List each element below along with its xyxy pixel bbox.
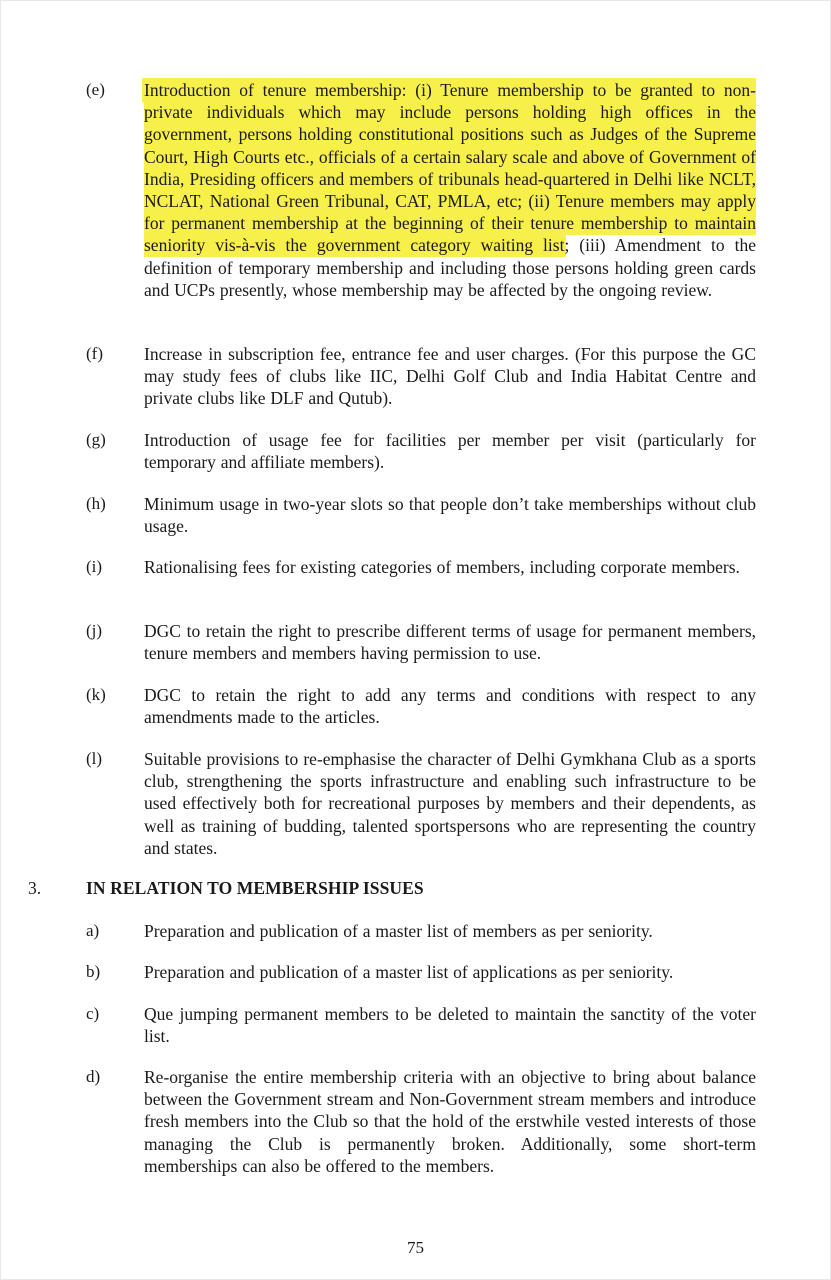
section-heading: IN RELATION TO MEMBERSHIP ISSUES [86, 878, 424, 898]
item-marker: (j) [86, 621, 103, 640]
list-item-c [86, 1003, 756, 1047]
list-item-d [86, 1066, 756, 1177]
highlighted-text: Introduction of tenure membership: (i) Tenure membership to be granted to non-private individuals which may include persons holding high offices in the government, persons holding constitutional positions such as Judges of the Supreme Court, High Courts etc., officials of a certain salary scale and above of Government of India, Presiding officers and members of tribunals head-quartered in Delhi like NCLT, NCLAT, National Green Tribunal, CAT, PMLA, etc; (ii) Tenure members may apply for permanent membership at the beginning of their tenure membership to maintain seniority vis-à-vis the government category waiting list [144, 80, 756, 256]
list-item-i [86, 556, 756, 578]
list-item-g [86, 429, 756, 473]
item-marker: (i) [86, 557, 103, 576]
list-item-a [86, 920, 756, 942]
item-text: Rationalising fees for existing categories of members, including corporate members. [144, 557, 740, 577]
item-marker: d) [86, 1067, 101, 1086]
item-text: Que jumping permanent members to be deleted to maintain the sanctity of the voter list. [144, 1004, 756, 1047]
item-text: Introduction of usage fee for facilities per member per visit (particularly for temporary and affiliate members). [144, 430, 756, 473]
section-number: 3. [28, 878, 42, 898]
item-text: DGC to retain the right to prescribe different terms of usage for permanent members, tenure members and members having permission to use. [144, 621, 756, 664]
item-marker: b) [86, 962, 101, 981]
item-text: Re-organise the entire membership criteria with an objective to bring about balance between the Government stream and Non-Government stream members and introduce fresh members into the Club so that the hold of the erstwhile vested interests of those managing the Club is permanently broken. Additionally, some short-term memberships can also be offered to the members. [144, 1067, 756, 1176]
item-marker: (h) [86, 494, 106, 513]
item-marker: (k) [86, 685, 106, 704]
item-text: Suitable provisions to re-emphasise the character of Delhi Gymkhana Club as a sports club, strengthening the sports infrastructure and enabling such infrastructure to be used effectively both for recreational purposes by members and their dependents, as well as training of budding, talented sportspersons who are representing the country and states. [144, 749, 756, 858]
list-item-h [86, 493, 756, 537]
list-item-b [86, 961, 756, 983]
list-item-l [86, 748, 756, 859]
item-marker: (f) [86, 344, 103, 363]
item-text: Preparation and publication of a master list of members as per seniority. [144, 921, 653, 941]
item-marker: (g) [86, 430, 106, 449]
item-marker: (e) [86, 80, 105, 99]
item-text: Minimum usage in two-year slots so that people don’t take memberships without club usage. [144, 494, 756, 537]
item-text: DGC to retain the right to add any terms and conditions with respect to any amendments made to the articles. [144, 685, 756, 728]
item-marker: (l) [86, 749, 103, 768]
page-number: 75 [407, 1238, 424, 1257]
list-item-f [86, 343, 756, 410]
item-marker: c) [86, 1004, 100, 1023]
list-item-k [86, 684, 756, 728]
list-item-e [86, 79, 756, 301]
item-marker: a) [86, 921, 100, 940]
list-item-j [86, 620, 756, 664]
item-text: Increase in subscription fee, entrance fee and user charges. (For this purpose the GC may study fees of clubs like IIC, Delhi Golf Club and India Habitat Centre and private clubs like DLF and Qutub). [144, 344, 756, 409]
item-text-continuation: ; (iii) Amendment to the definition of temporary membership and including those persons holding green cards and UCPs presently, whose membership may be affected by the ongoing review. [144, 235, 757, 300]
item-text [144, 79, 756, 301]
item-text: Preparation and publication of a master list of applications as per seniority. [144, 962, 674, 982]
